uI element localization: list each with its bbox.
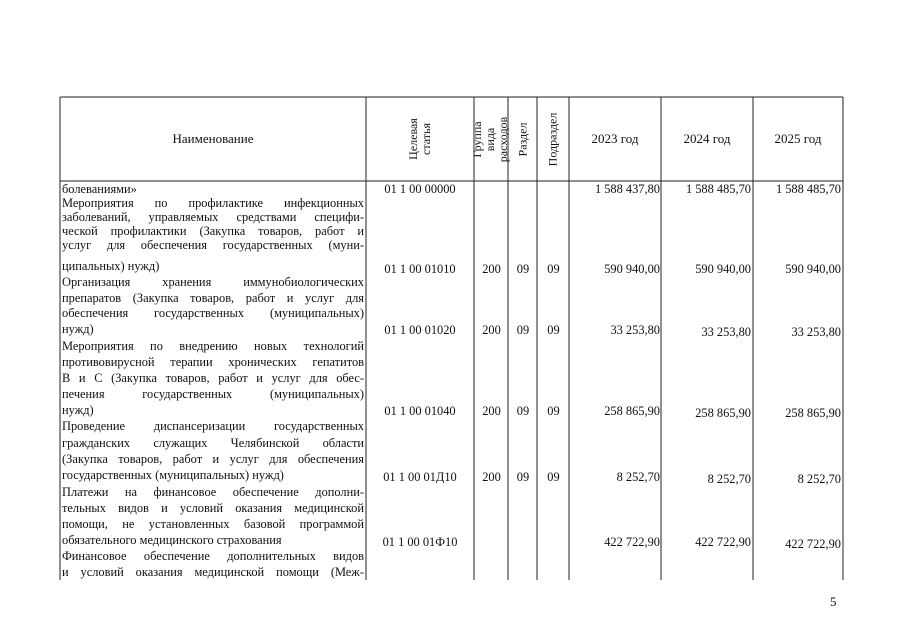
row-section: 09 (516, 470, 530, 484)
row-name-line: ческой профилактики (Закупка товаров, работ и (62, 224, 364, 238)
row-value-2025: 258 865,90 (785, 406, 841, 420)
row-value-2024: 422 722,90 (695, 535, 751, 549)
row-expense-group: 200 (482, 323, 501, 337)
row-name-line: обеспечения государственных (муниципальных) (62, 306, 364, 320)
row-name-line: заболеваний, управляемых средствами специфи- (62, 210, 364, 224)
row-section: 09 (516, 262, 530, 276)
row-subsection (538, 535, 569, 549)
header-expense-group-text: Группа вида расходов (470, 116, 511, 162)
header-section-text: Раздел (515, 122, 530, 156)
row-name-line: тельных видов и условий оказания медицинской (62, 501, 364, 515)
row-value-2024: 8 252,70 (707, 472, 751, 486)
row-value-2025: 8 252,70 (797, 472, 841, 486)
header-2025 (753, 97, 843, 181)
row-subsection: 09 (547, 262, 560, 276)
header-name (60, 97, 366, 181)
row-subsection: 09 (547, 323, 560, 337)
row-name-line: нужд) (62, 322, 94, 336)
row-name-line: печения государственных (муниципальных) (62, 387, 364, 401)
header-target-article-text: Целевая статья (406, 118, 433, 160)
header-2023 (569, 97, 661, 181)
row-expense-group (475, 182, 508, 196)
header-2023-text: 2023 год (591, 131, 639, 146)
row-subsection (538, 182, 569, 196)
row-subsection: 09 (547, 470, 560, 484)
row-value-2025: 1 588 485,70 (775, 182, 841, 196)
row-target-article: 01 1 00 01040 (384, 404, 456, 418)
row-value-2023: 8 252,70 (616, 470, 660, 484)
row-name-line: противовирусной терапии хронических гепатитов (62, 355, 364, 369)
row-value-2024: 33 253,80 (701, 325, 751, 339)
row-expense-group (475, 535, 508, 549)
row-section (509, 535, 537, 549)
header-subsection (537, 97, 569, 181)
row-value-2025: 590 940,00 (785, 262, 841, 276)
row-name-line: Проведение диспансеризации государственных (62, 419, 364, 433)
row-name-line: услуг для обеспечения государственных (муни- (62, 238, 364, 252)
row-value-2023: 422 722,90 (604, 535, 660, 549)
row-name-line: нужд) (62, 403, 94, 417)
row-target-article: 01 1 00 01020 (384, 323, 456, 337)
row-section (509, 182, 537, 196)
row-name-line: болеваниями» (62, 182, 137, 196)
header-subsection-text: Подраздел (545, 112, 560, 166)
row-name-line: Организация хранения иммунобиологических (62, 275, 364, 289)
row-name-line: государственных (муниципальных) нужд) (62, 468, 284, 482)
row-section: 09 (516, 323, 530, 337)
row-value-2024: 1 588 485,70 (685, 182, 751, 196)
row-name-line: помощи, не установленных базовой программой (62, 517, 364, 531)
row-expense-group: 200 (482, 262, 501, 276)
header-2024 (661, 97, 753, 181)
row-target-article: 01 1 00 01Д10 (383, 470, 457, 484)
header-expense-group (470, 97, 511, 181)
header-name-text: Наименование (172, 131, 254, 146)
page-number: 5 (830, 594, 837, 609)
row-name-line: Финансовое обеспечение дополнительных видов (62, 549, 364, 563)
row-name-line: Мероприятия по внедрению новых технологий (62, 339, 364, 353)
row-name-line: (Закупка товаров, работ и услуг для обеспечения (62, 452, 364, 466)
row-target-article: 01 1 00 00000 (384, 182, 456, 196)
header-2025-text: 2025 год (774, 131, 822, 146)
row-name-line: препаратов (Закупка товаров, работ и услуг для (62, 291, 364, 305)
row-value-2023: 1 588 437,80 (594, 182, 660, 196)
row-value-2025: 33 253,80 (791, 325, 841, 339)
row-value-2024: 590 940,00 (695, 262, 751, 276)
row-expense-group: 200 (482, 470, 501, 484)
row-value-2023: 258 865,90 (604, 404, 660, 418)
row-target-article: 01 1 00 01Ф10 (382, 535, 458, 549)
row-expense-group: 200 (482, 404, 501, 418)
row-subsection: 09 (547, 404, 560, 418)
row-value-2023: 33 253,80 (610, 323, 660, 337)
row-name-line: ципальных) нужд) (62, 259, 160, 273)
row-name-line: Платежи на финансовое обеспечение дополни- (62, 485, 364, 499)
row-target-article: 01 1 00 01010 (384, 262, 456, 276)
header-section (508, 97, 537, 181)
row-value-2025: 422 722,90 (785, 537, 841, 551)
row-name-line: Мероприятия по профилактике инфекционных (62, 196, 364, 210)
row-name-line: и условий оказания медицинской помощи (Меж- (62, 565, 364, 579)
header-2024-text: 2024 год (683, 131, 731, 146)
row-section: 09 (516, 404, 530, 418)
row-name-line: обязательного медицинского страхования (62, 533, 282, 547)
header-target-article (366, 97, 474, 181)
row-value-2023: 590 940,00 (604, 262, 660, 276)
row-name-line: В и С (Закупка товаров, работ и услуг для обес- (62, 371, 364, 385)
row-name-line: гражданских служащих Челябинской области (62, 436, 364, 450)
row-value-2024: 258 865,90 (695, 406, 751, 420)
